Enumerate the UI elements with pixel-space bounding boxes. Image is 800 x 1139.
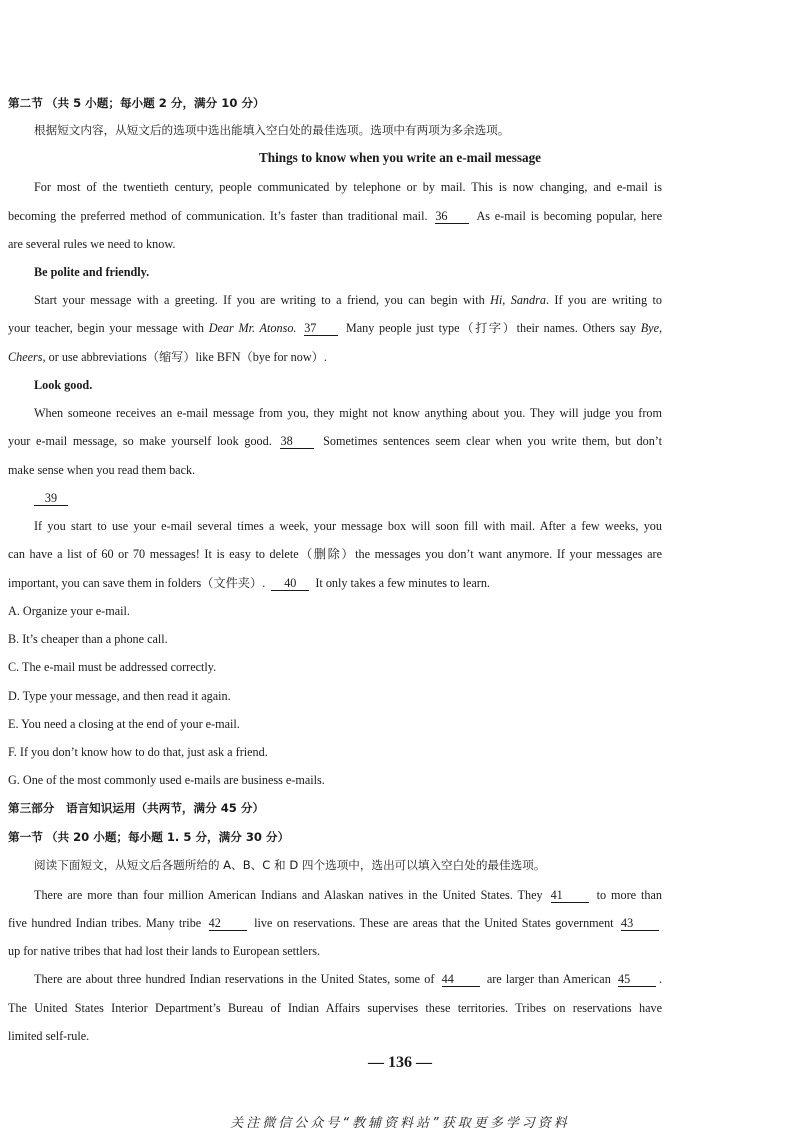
para1-line3: are several rules we need to know. [8, 237, 176, 251]
text: becoming the preferred method of communication. It’s faster than traditional mail. [8, 209, 428, 223]
option-e: E. You need a closing at the end of your e-mail. [8, 717, 240, 731]
para2-line1 [34, 292, 662, 308]
text: to more than [596, 888, 663, 902]
para3-line2 [8, 433, 662, 449]
para4-line3 [8, 575, 662, 591]
p3-para2-line2: The United States Interior Department’s Bureau of Indian Affairs supervises these territories. Tribes on reservations have [8, 1001, 662, 1015]
text: . [658, 972, 663, 986]
text: your teacher, begin your message with [8, 321, 209, 335]
text: As e-mail is becoming popular, here [476, 209, 663, 223]
option-f: F. If you don’t know how to do that, just ask a friend. [8, 745, 268, 759]
italic-text: Hi, Sandra [490, 293, 546, 307]
text: Many people just type（打字）their names. Others say [345, 321, 641, 335]
footer-note: 关注微信公众号“教辅资料站”获取更多学习资料 [230, 1116, 570, 1131]
blank-43: 43 [621, 917, 659, 931]
para2-line2 [8, 320, 662, 336]
para4-line2: can have a list of 60 or 70 messages! It is easy to delete（删除）the messages you don’t want anymore. If your messages are [8, 547, 662, 561]
section-label: 第二节 [8, 96, 43, 110]
text: There are about three hundred Indian reservations in the United States, some of [34, 972, 435, 986]
italic-text: Cheers [8, 350, 43, 364]
passage-title: Things to know when you write an e-mail message [258, 150, 542, 165]
para3-line1: When someone receives an e-mail message from you, they might not know anything about you. They will judge you from [34, 406, 662, 420]
text: Sometimes sentences seem clear when you write them, but don’t [323, 434, 663, 448]
section-note: （共 20 小题；每小题 1. 5 分，满分 30 分） [45, 830, 290, 844]
text: Start your message with a greeting. If you are writing to a friend, you can begin with [34, 293, 491, 307]
text: There are more than four million American Indians and Alaskan natives in the United States. They [34, 888, 543, 902]
text: important, you can save them in folders（文件夹）. [8, 576, 266, 590]
option-a: A. Organize your e-mail. [8, 604, 130, 618]
text: It only takes a few minutes to learn. [315, 576, 490, 590]
para1-line1: For most of the twentieth century, people communicated by telephone or by mail. This is now changing, and e-mail is [34, 180, 662, 194]
option-g: G. One of the most commonly used e-mails are business e-mails. [8, 773, 325, 787]
subheading-look-good: Look good. [34, 378, 93, 392]
blank-42: 42 [209, 917, 247, 931]
blank-39-line [34, 490, 662, 506]
para1-line2 [8, 208, 662, 224]
part3-heading: 第三部分 语言知识运用（共两节，满分 45 分） [8, 801, 265, 815]
option-b: B. It’s cheaper than a phone call. [8, 632, 168, 646]
text: five hundred Indian tribes. Many tribe [8, 916, 202, 930]
instruction: 根据短文内容，从短文后的选项中选出能填入空白处的最佳选项。选项中有两项为多余选项。 [34, 123, 510, 137]
para2-line3 [8, 349, 662, 365]
p3-para1-line3: up for native tribes that had lost their lands to European settlers. [8, 944, 321, 958]
text: are larger than American [486, 972, 611, 986]
blank-38: 38 [280, 435, 314, 449]
option-d: D. Type your message, and then read it again. [8, 689, 231, 703]
section-note: （共 5 小题；每小题 2 分，满分 10 分） [45, 96, 265, 110]
part3-section1-heading [8, 829, 662, 845]
italic-text: Bye, [640, 321, 663, 335]
subheading-polite: Be polite and friendly. [34, 265, 150, 279]
option-c: C. The e-mail must be addressed correctly. [8, 660, 217, 674]
text: , or use abbreviations（缩写）like BFN（bye for now）. [42, 350, 327, 364]
text: live on reservations. These are areas that the United States government [254, 916, 614, 930]
blank-39: 39 [34, 492, 68, 506]
para4-line1: If you start to use your e-mail several times a week, your message box will soon fill with mail. After a few weeks, you [34, 519, 662, 533]
p3-para1-line2 [8, 915, 662, 931]
p3-para1-line1 [34, 887, 662, 903]
text: your e-mail message, so make yourself look good. [8, 434, 272, 448]
italic-text: Dear Mr. Atonso. [208, 321, 297, 335]
text: . If you are writing to [545, 293, 662, 307]
section-heading [8, 95, 662, 111]
blank-37: 37 [304, 322, 338, 336]
p3-para2-line3: limited self-rule. [8, 1029, 90, 1043]
para3-line3: make sense when you read them back. [8, 463, 196, 477]
page-number: — 136 — [368, 1054, 432, 1071]
blank-40: 40 [271, 577, 309, 591]
p3-para2-line1 [34, 971, 662, 987]
blank-36: 36 [435, 210, 469, 224]
blank-44: 44 [442, 973, 480, 987]
part3-instruction: 阅读下面短文，从短文后各题所给的 A、B、C 和 D 四个选项中，选出可以填入空白处的最佳选项。 [34, 858, 546, 872]
blank-45: 45 [618, 973, 656, 987]
section-label: 第一节 [8, 830, 43, 844]
blank-41: 41 [551, 889, 589, 903]
